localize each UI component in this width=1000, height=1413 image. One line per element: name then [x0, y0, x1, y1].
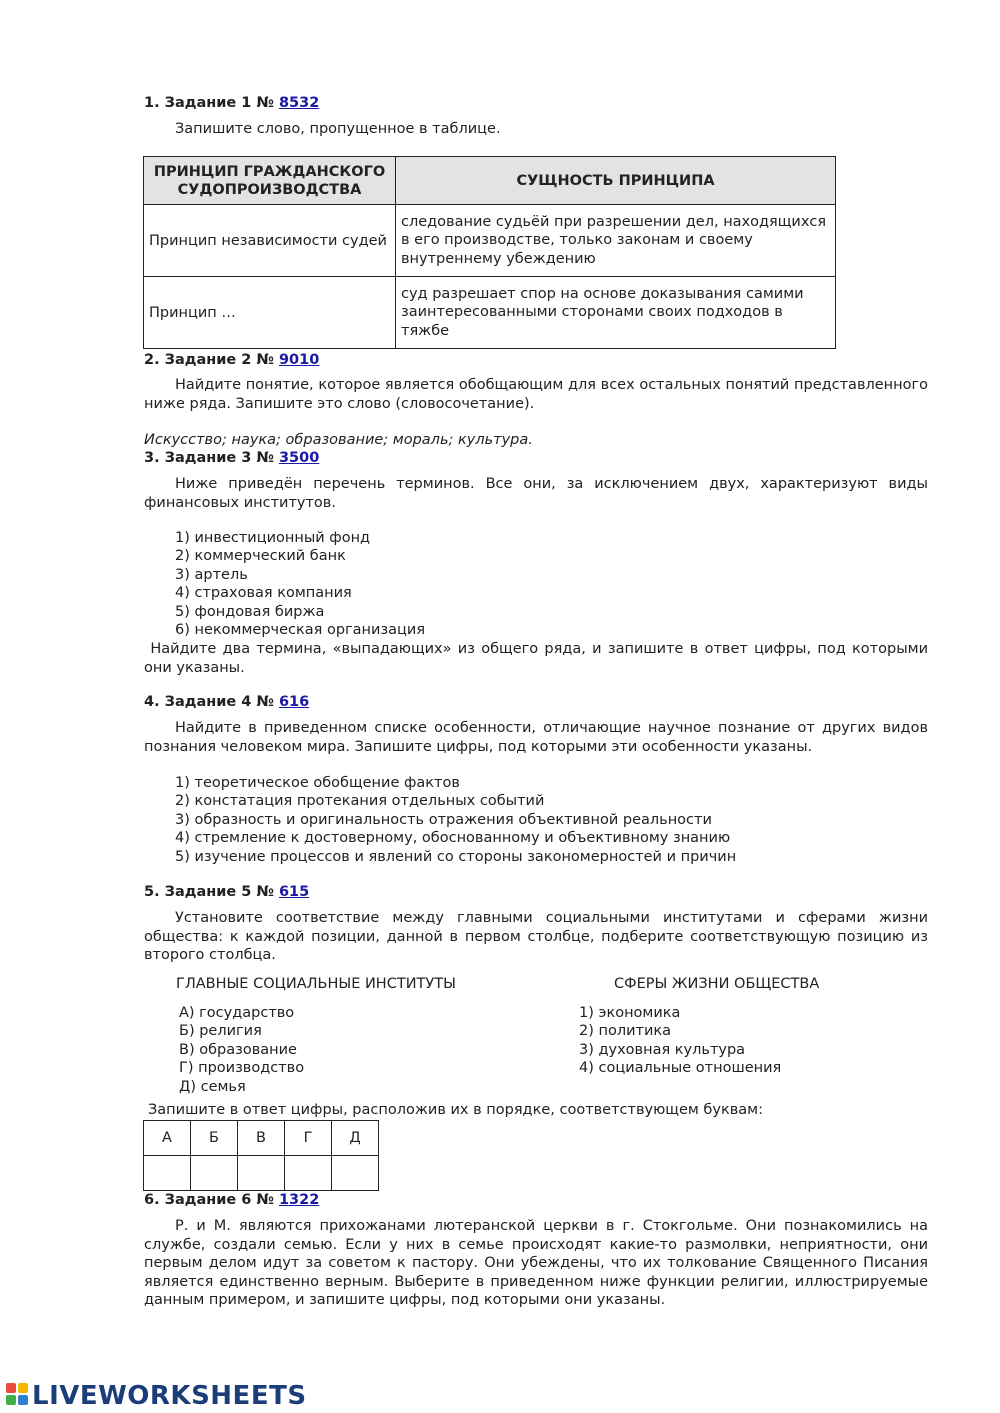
task3-prompt-text: Ниже приведён перечень терминов. Все они, за исключением двух, характеризуют виды финансовых институтов.: [144, 476, 928, 511]
task4-title: [144, 694, 309, 710]
table-cell: Принцип независимости судей: [144, 205, 396, 277]
left-item: Д) семья: [179, 1079, 246, 1095]
task2-series: Искусство; наука; образование; мораль; культура.: [144, 432, 533, 448]
left-column-header: ГЛАВНЫЕ СОЦИАЛЬНЫЕ ИНСТИТУТЫ: [176, 976, 456, 992]
right-item: 1) экономика: [579, 1005, 681, 1021]
task5-title: [144, 884, 309, 900]
task4-prompt: [144, 719, 928, 756]
task2-title-text: 2. Задание 2 №: [144, 352, 274, 368]
list-item: 1) теоретическое обобщение фактов: [175, 775, 460, 791]
list-item: 4) стремление к достоверному, обоснованному и объективному знанию: [175, 830, 731, 846]
task2-prompt-text: Найдите понятие, которое является обобщающим для всех остальных понятий представленного ниже ряда. Запишите это слово (словосочетание).: [144, 377, 928, 412]
table-cell: суд разрешает спор на основе доказывания самими заинтересованными сторонами своих подходов в тяжбе: [396, 277, 836, 349]
logo-text: LIVEWORKSHEETS: [32, 1381, 307, 1411]
task1-title: [144, 95, 319, 111]
right-item: 4) социальные отношения: [579, 1060, 782, 1076]
task1-prompt: Запишите слово, пропущенное в таблице.: [175, 121, 501, 137]
task3-title-text: 3. Задание 3 №: [144, 450, 274, 466]
list-item: 2) коммерческий банк: [175, 548, 346, 564]
table-cell: следование судьёй при разрешении дел, находящихся в его производстве, только законам и своему внутреннему убеждению: [396, 205, 836, 277]
answer-cell[interactable]: [332, 1156, 379, 1191]
task2-prompt: [144, 376, 928, 413]
answer-cell[interactable]: [238, 1156, 285, 1191]
answer-letter: А: [144, 1121, 191, 1156]
task3-after-text: Найдите два термина, «выпадающих» из общего ряда, и запишите в ответ цифры, под которыми они указаны.: [144, 641, 928, 676]
list-item: 1) инвестиционный фонд: [175, 530, 371, 546]
list-item: 5) фондовая биржа: [175, 604, 325, 620]
task5-title-text: 5. Задание 5 №: [144, 884, 274, 900]
list-item: 6) некоммерческая организация: [175, 622, 426, 638]
right-item: 2) политика: [579, 1023, 672, 1039]
task5-link[interactable]: 615: [278, 884, 310, 900]
answer-letter: Д: [332, 1121, 379, 1156]
task5-prompt-text: Установите соответствие между главными социальными институтами и сферами жизни общества: к каждой позиции, данной в первом столбце, подберите соответствующую позицию из второго столбца.: [144, 910, 928, 963]
task6-link[interactable]: 1322: [278, 1192, 320, 1208]
task4-link[interactable]: 616: [278, 694, 310, 710]
task1-link[interactable]: 8532: [278, 95, 320, 111]
task4-prompt-text: Найдите в приведенном списке особенности, отличающие научное познание от других видов познания человеком мира. Запишите цифры, под которыми эти особенности указаны.: [144, 720, 928, 755]
left-item: В) образование: [179, 1042, 297, 1058]
table-header-principle: ПРИНЦИП ГРАЖДАНСКОГО СУДОПРОИЗВОДСТВА: [144, 157, 396, 205]
left-item: Б) религия: [179, 1023, 262, 1039]
task3-prompt: [144, 475, 928, 512]
task6-prompt: [144, 1217, 928, 1310]
answer-letter: Г: [285, 1121, 332, 1156]
task4-title-text: 4. Задание 4 №: [144, 694, 274, 710]
task1-title-text: 1. Задание 1 №: [144, 95, 274, 111]
task2-link[interactable]: 9010: [278, 352, 320, 368]
right-column-header: СФЕРЫ ЖИЗНИ ОБЩЕСТВА: [614, 976, 820, 992]
table-header-essence: СУЩНОСТЬ ПРИНЦИПА: [396, 157, 836, 205]
list-item: 4) страховая компания: [175, 585, 352, 601]
right-item: 3) духовная культура: [579, 1042, 746, 1058]
list-item: 5) изучение процессов и явлений со стороны закономерностей и причин: [175, 849, 737, 865]
task5-prompt: [144, 909, 928, 965]
task3-after: [144, 640, 928, 677]
task3-title: [144, 450, 319, 466]
task1-table: [143, 156, 836, 349]
left-item: А) государство: [179, 1005, 295, 1021]
task2-title: [144, 352, 319, 368]
task6-title-text: 6. Задание 6 №: [144, 1192, 274, 1208]
answer-letter: Б: [191, 1121, 238, 1156]
answer-cell[interactable]: [285, 1156, 332, 1191]
table-cell: Принцип …: [144, 277, 396, 349]
liveworksheets-logo: [6, 1381, 307, 1411]
left-item: Г) производство: [179, 1060, 305, 1076]
task6-title: [144, 1192, 319, 1208]
answer-cell[interactable]: [191, 1156, 238, 1191]
task3-link[interactable]: 3500: [278, 450, 320, 466]
logo-mark-icon: [6, 1383, 30, 1407]
answer-prompt: Запишите в ответ цифры, расположив их в порядке, соответствующем буквам:: [148, 1102, 763, 1118]
task6-prompt-text: Р. и М. являются прихожанами лютеранской церкви в г. Стокгольме. Они познакомились на службе, создали семью. Если у них в семье происходят какие-то размолвки, неприятности, они первым делом идут за советом к пастору. Они убеждены, что их толкование Священного Писания является единственно верным. Выберите в приведенном ниже функции религии, иллюстрируемые данным примером, и запишите цифры, под которыми они указаны.: [144, 1218, 928, 1308]
list-item: 3) образность и оригинальность отражения объективной реальности: [175, 812, 712, 828]
answer-table: [143, 1120, 379, 1191]
list-item: 3) артель: [175, 567, 248, 583]
answer-letter: В: [238, 1121, 285, 1156]
answer-cell[interactable]: [144, 1156, 191, 1191]
list-item: 2) констатация протекания отдельных событий: [175, 793, 545, 809]
